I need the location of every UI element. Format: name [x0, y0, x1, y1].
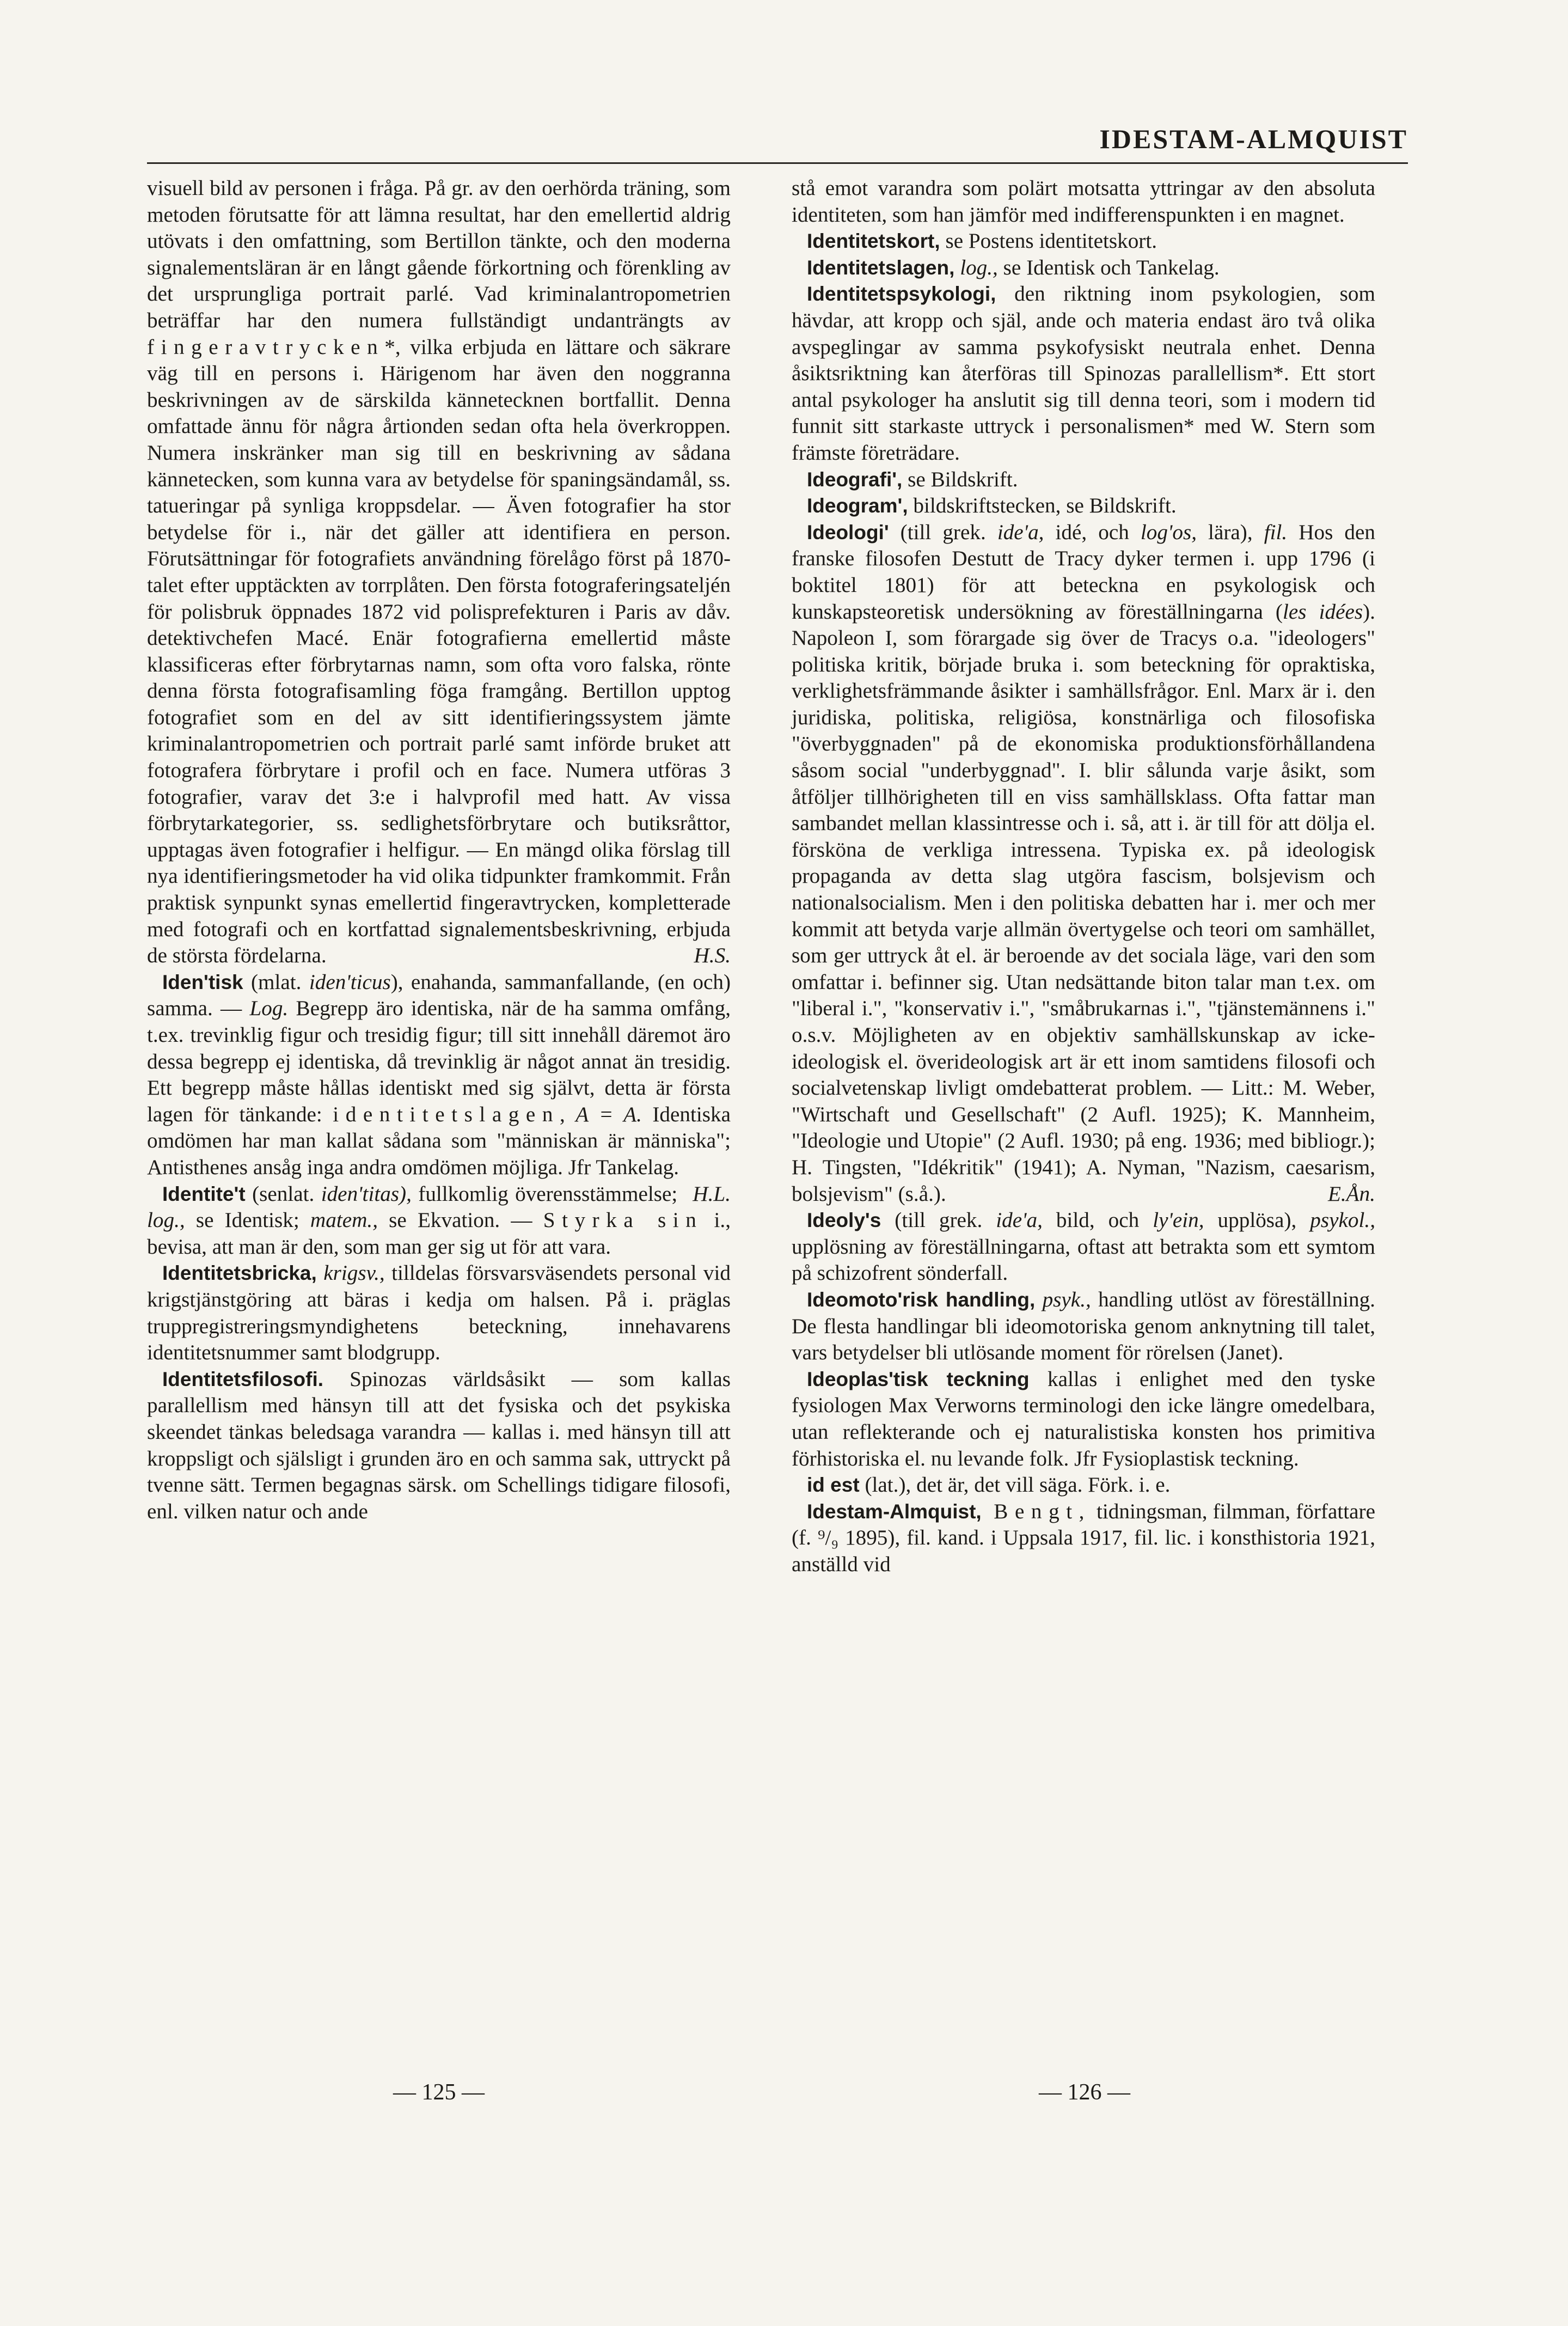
right-column: [792, 175, 1375, 1578]
text: (till grek.: [881, 1208, 996, 1232]
text-italic: ide'a,: [997, 520, 1044, 544]
text-italic: log.,: [954, 255, 998, 279]
headword: Iden'tisk: [162, 970, 243, 993]
text-italic: iden'titas),: [321, 1182, 412, 1206]
text: Identiska omdömen har man kallat sådana som "människan är människa"; Antisthenes ansåg inga andra omdömen möjliga. Jfr Tankelag.: [147, 1102, 731, 1179]
entry-ideologi: [792, 520, 1375, 1207]
text-italic: Log.: [249, 997, 289, 1021]
text-italic: A = A.: [575, 1102, 642, 1126]
text: bildskriftstecken, se Bildskrift.: [908, 494, 1177, 518]
entry-ideoplastisk: [792, 1366, 1375, 1472]
running-head: [147, 120, 1408, 164]
author-signature: E.Ån.: [1327, 1182, 1375, 1206]
entry-identitetspsykologi: [792, 281, 1375, 466]
text: Spinozas världsåsikt — som kallas parallellism med hänsyn till att det fysiska och det psykiska skeendet tänkas beledsaga varandra — kallas i. med hänsyn till att kroppsligt och själsligt i grunden äro en och samma sak, uttryckt på tvenne sätt. Termen begagnas särsk. om Schellings tidigare filosofi, enl. vilken natur och ande: [147, 1367, 731, 1523]
left-column: [147, 175, 731, 1525]
text: idé, och: [1044, 520, 1141, 544]
text: se Bildskrift.: [902, 467, 1018, 491]
headword: Identite't: [162, 1182, 246, 1205]
text-italic: psykol.,: [1310, 1208, 1375, 1232]
entry-identitetsbricka: [147, 1260, 731, 1366]
entry-ideogram: [792, 493, 1375, 520]
text: Begrepp äro identiska, när de ha samma omfång, t.ex. trevinklig figur och tresidig figur; till sitt innehåll däremot äro dessa begrepp ej identiska, då trevinklig är något annat än tresidig. Ett begrepp måste hållas identiskt med sig självt, detta är första lagen för tänkande:: [147, 997, 731, 1126]
text-italic: log.,: [147, 1208, 185, 1232]
text: se Identisk och Tankelag.: [997, 255, 1220, 279]
text: (till grek.: [889, 520, 997, 544]
entry-ideolys: [792, 1207, 1375, 1287]
headword: Identitetspsykologi,: [807, 283, 996, 306]
text: visuell bild av personen i fråga. På gr. av den oerhörda träning, som metoden förutsatte för att lämna resultat, har den emellertid aldrig utövats i den omfattning, som Bertillon tänkte, och den moderna signalementsläran är en långt gående förkortning och förenkling av det ursprungliga portrait parlé. Vad kriminalantropometrien beträffar har den numera fullständigt undanträngts av: [147, 176, 731, 332]
headword: Ideologi': [807, 521, 889, 544]
author-signature: H.L.: [693, 1182, 731, 1206]
author-signature: H.S.: [694, 944, 731, 968]
text-italic: ide'a,: [996, 1208, 1043, 1232]
text-italic: iden'ticus: [309, 970, 391, 994]
text: se Identisk;: [185, 1208, 310, 1232]
headword: Ideografi',: [807, 468, 903, 491]
spaced-term: Bengt,: [981, 1499, 1091, 1523]
text: den riktning inom psykologien, som hävdar, att kropp och själ, ande och materia endast äro två olika avspeglingar av samma psykofysiskt neutrala enhet. Denna åsiktsriktning kan återföras till Spinozas parallellism*. Ett stort antal psykologer ha anslutit sig till denna teori, som i modern tid funnit sitt starkaste uttryck i personalismen* med W. Stern som främste företrädare.: [792, 282, 1375, 465]
headword: Ideoly's: [807, 1209, 881, 1232]
text-italic: ly'ein,: [1153, 1208, 1204, 1232]
headword: Ideomoto'risk handling,: [807, 1288, 1036, 1311]
headword: Identitetskort,: [807, 230, 940, 253]
text: kallas i enlighet med den tyske fysiologen Max Verworns terminologi den icke längre omedelbara, utan reflekterande och ej naturalistiska konsten hos primitiva förhistoriska el. nu levande folk. Jfr Fysioplastisk teckning.: [792, 1367, 1375, 1470]
entry-identitetslagen: [792, 255, 1375, 282]
text: upplösning av föreställningarna, oftast att betrakta som ett symtom på schizofrent sönderfall.: [792, 1235, 1375, 1285]
headword: id est: [807, 1474, 860, 1497]
running-title: IDESTAM-ALMQUIST: [1099, 124, 1408, 154]
text: ). Napoleon I, som förargade sig över de Tracys o.a. "ideologers" politiska kritik, började bruka i. som beteckning för opraktiska, verklighetsfrämmande åsikter i samhällsfrågor. Enl. Marx är i. den juridiska, politiska, religiösa, konstnärliga och filosofiska "överbyggnaden" på de ekonomiska produktionsförhållandena såsom social "underbyggnad". I. blir sålunda varje åsikt, som åtföljer tillhörigheten till en viss samhällsklass. Ofta fattar man sambandet mellan klassintresse och i. så, att i. är till för att dölja el. försköna de verkliga intressena. Typiska ex. på ideologisk propaganda av detta slag utgöra fascism, bolsjevism och nationalsocialism. Men i den politiska debatten har i. mer och mer kommit att betyda varje allmän övertygelse och teori om samhället, som ger uttryck åt el. är beroende av det sociala läge, vari den som omfattar i. befinner sig. Utan nedsättande biton talar man t.ex. om "liberal i.", "konservativ i.", "småbrukarnas i.", "tjänstemännens i." o.s.v. Möjligheten av en objektiv samhällskunskap av icke-ideologisk el. överideologisk art är ett inom samtidens filosofi och socialvetenskap livligt omdebatterat problem. — Litt.: M. Weber, "Wirtschaft und Gesellschaft" (2 Aufl. 1925); K. Mannheim, "Ideologie und Utopie" (2 Aufl. 1930; på eng. 1936; med bibliogr.); H. Tingsten, "Idékritik" (1941); A. Nyman, "Nazism, caesarism, bolsjevism" (s.å.).: [792, 600, 1375, 1206]
headword: Identitetsfilosofi.: [162, 1367, 323, 1390]
text: tidningsman, filmman, författare (f. ⁹/₉ 1895), fil. kand. i Uppsala 1917, fil. lic. i konsthistoria 1921, anställd vid: [792, 1499, 1375, 1576]
text: bild, och: [1042, 1208, 1153, 1232]
text: handling utlöst av föreställning. De flesta handlingar bli ideomotoriska genom anknytning till talet, vars betydelser bli utlösande moment för rörelsen (Janet).: [792, 1287, 1375, 1365]
spaced-term: fingeravtrycken: [147, 335, 385, 359]
page-number-right: — 126 —: [1039, 2080, 1130, 2105]
text: (mlat.: [243, 970, 309, 994]
text-italic: fil.: [1264, 520, 1288, 544]
text: ,: [559, 1102, 576, 1126]
headword: Idestam-Almquist,: [807, 1500, 982, 1523]
text: (lat.), det är, det vill säga. Förk. i. e.: [859, 1473, 1171, 1497]
text-italic: log'os,: [1140, 520, 1197, 544]
text-italic: matem.,: [310, 1208, 378, 1232]
text: se Ekvation. —: [378, 1208, 543, 1232]
headword: Identitetslagen,: [807, 256, 955, 279]
headword: Ideogram',: [807, 494, 908, 517]
text-italic: les idées: [1282, 600, 1363, 624]
entry-continuation: stå emot varandra som polärt motsatta yttringar av den absoluta identiteten, som han jämför med indifferenspunkten i en magnet.: [792, 176, 1375, 227]
text-italic: psyk.,: [1035, 1287, 1091, 1311]
entry-ideografi: [792, 467, 1375, 493]
headword: Identitetsbricka,: [162, 1262, 317, 1285]
text: se Postens identitetskort.: [940, 229, 1157, 253]
headword: Ideoplas'tisk teckning: [807, 1367, 1030, 1390]
spaced-term: identitetslagen: [333, 1102, 560, 1126]
text: (senlat.: [245, 1182, 321, 1206]
entry-identitetsfilosofi: [147, 1366, 731, 1525]
entry-ideomotorisk: [792, 1287, 1375, 1366]
page-number-left: — 125 —: [393, 2080, 485, 2105]
spaced-term: Styrka sin: [543, 1208, 703, 1232]
entry-continuation: [147, 175, 731, 969]
entry-identitet: [147, 1181, 731, 1261]
text: Hos den franske filosofen Destutt de Tracy dyker termen i. upp 1796 (i boktitel 1801) för att beteckna en psykologisk och kunskapsteoretisk undersökning av föreställningarna (: [792, 520, 1375, 624]
text: fullkomlig överensstämmelse;: [411, 1182, 678, 1206]
entry-id-est: [792, 1472, 1375, 1499]
entry-idestam-almquist: [792, 1499, 1375, 1578]
text: *, vilka erbjuda en lättare och säkrare väg till en persons i. Härigenom har även den noggranna beskrivningen av de särskilda kännetecknen bortfallit. Denna omfattade ännu för några årtionden sedan ofta hela överkroppen. Numera inskränker man sig till en beskrivning av sådana kännetecken, som kunna vara av betydelse för spaningsändamål, ss. tatueringar på synliga kroppsdelar. — Även fotografier ha stor betydelse för i., när det gäller att identifiera en person. Förutsättningar för fotografiets användning förelågo först på 1870-talet efter upptäckten av torrplåten. Den första fotograferingsateljén för polisbruk öppnades 1872 vid polisprefekturen i Paris av dåv. detektivchefen Macé. Enär fotografierna emellertid måste klassificeras efter förbrytarnas namn, som ofta voro falska, rönte denna första fotografisamling föga framgång. Bertillon upptog fotografiet som en del av sitt identifieringssystem jämte kriminalantropometrien och portrait parlé samt införde bruket att fotografera förbrytare i profil och en face. Numera utföras 3 fotografier, varav det 3:e i halvprofil med hatt. Av vissa förbrytarkategorier, ss. sedlighetsförbrytare och butiksråttor, upptagas även fotografier i helfigur. — En mängd olika förslag till nya identifieringsmetoder ha vid olika tidpunkter framkommit. Från praktisk synpunkt synas emellertid fingeravtrycken, kompletterade med fotografi och en kortfattad signalementsbeskrivning, erbjuda de största fördelarna.: [147, 335, 731, 968]
text: i., bevisa, att man är den, som man ger sig ut för att vara.: [147, 1208, 731, 1259]
text: upplösa),: [1204, 1208, 1310, 1232]
text-italic: krigsv.,: [316, 1261, 385, 1285]
text: ), enahanda, sammanfallande, (en och) samma. —: [147, 970, 731, 1021]
text: lära),: [1197, 520, 1264, 544]
entry-identitetskort: [792, 228, 1375, 255]
text: tilldelas försvarsväsendets personal vid krigstjänstgöring att bäras i kedja om halsen. På i. präglas truppregistreringsmyndighetens beteckning, innehavarens identitetsnummer samt blodgrupp.: [147, 1261, 731, 1365]
